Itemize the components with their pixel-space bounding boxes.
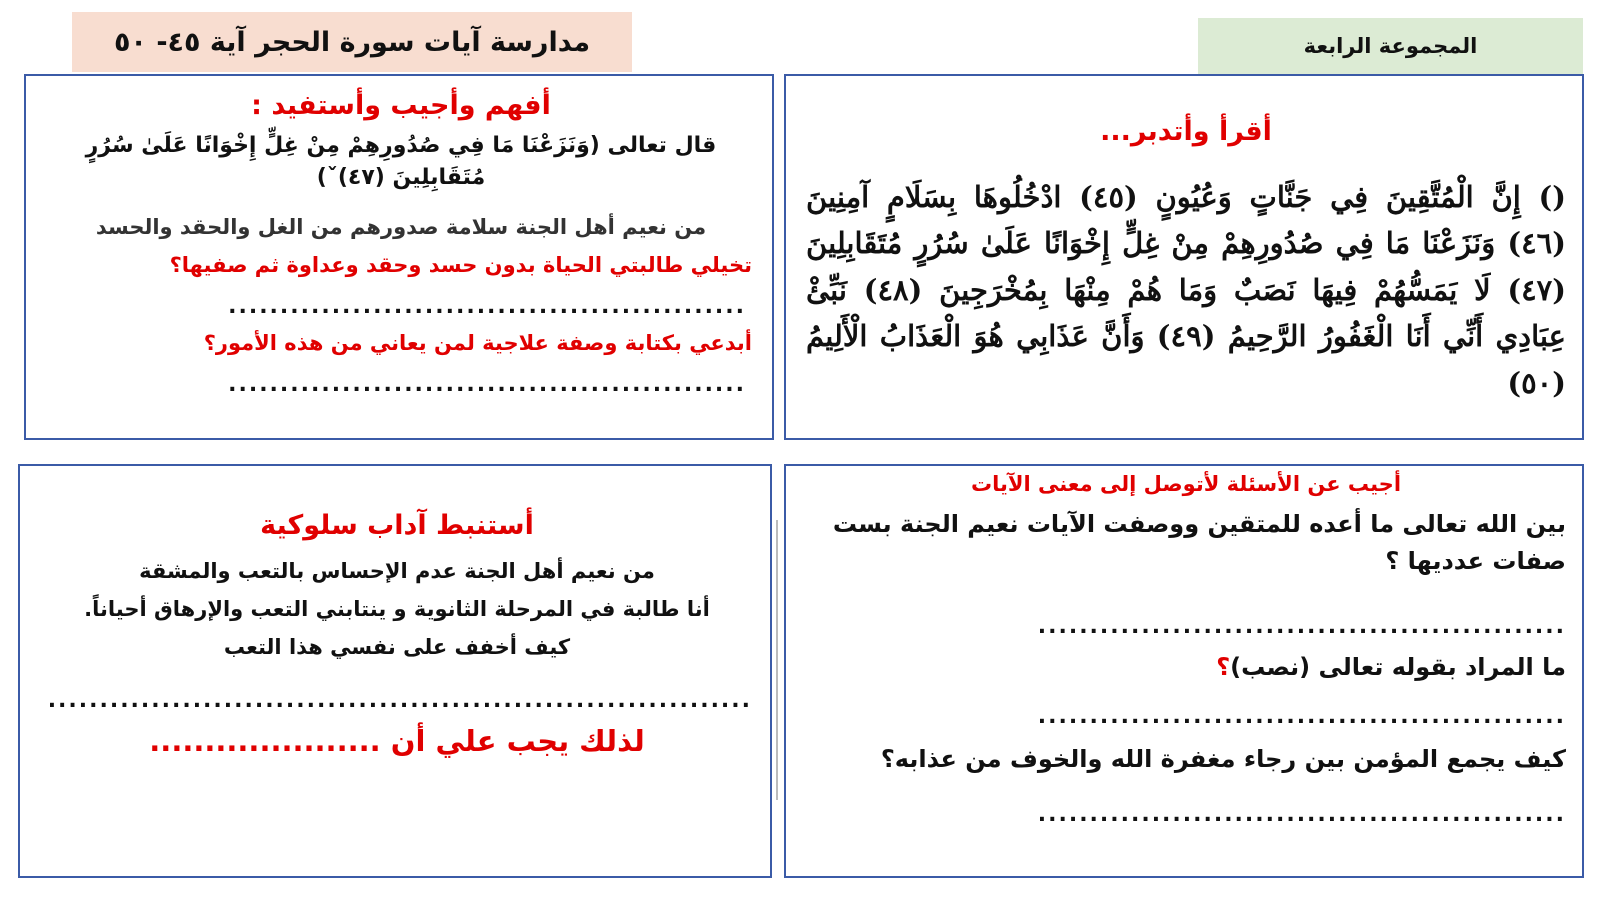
question-hope-fear: كيف يجمع المؤمن بين رجاء مغفرة الله والخوف من عذابه؟ [880,745,1566,773]
question-blessings: بين الله تعالى ما أعده للمتقين ووصفت الآيات نعيم الجنة بست صفات عدديها ؟ [832,510,1566,576]
conclusion-line[interactable]: لذلك يجب علي أن ..................... [149,724,645,758]
read-reflect-panel [784,74,1584,440]
behavior-answer-line[interactable]: .................................................................... [47,688,752,713]
answer-line-2[interactable]: .................................................. [228,372,746,397]
answer-line-q3[interactable]: ................................................... [1037,802,1566,827]
questions-heading: أجيب عن الأسئلة لأتوصل إلى معنى الآيات [970,472,1402,496]
question-prescription: أبدعي بكتابة وصفة علاجية لمن يعاني من هذه الأمور؟ [203,331,752,355]
quoted-verse: قال تعالى (وَنَزَعْنَا مَا فِي صُدُورِهِمْ مِنْ غِلٍّ إِخْوَانًا عَلَىٰ سُرُرٍ مُتَقَابِلِينَ (٤٧)ˇ) [85,133,717,190]
behavior-panel [18,464,772,878]
behavior-line-2: أنا طالبة في المرحلة الثانوية و ينتابني التعب والإرهاق أحياناً. [84,597,710,621]
read-heading: أقرأ وأتدبر... [1100,116,1272,147]
questions-panel [784,464,1584,878]
column-divider [776,520,778,800]
paradise-note: من نعيم أهل الجنة سلامة صدورهم من الغل والحقد والحسد [95,215,707,239]
understand-answer-panel [24,74,774,440]
answer-line-q2[interactable]: ................................................... [1037,704,1566,729]
group-label: المجموعة الرابعة [1198,18,1583,74]
behavior-line-1: من نعيم أهل الجنة عدم الإحساس بالتعب والمشقة [139,559,655,583]
question-nasab-mark: ؟ [1216,653,1231,681]
understand-heading: أفهم وأجيب وأستفيد : [251,90,551,121]
question-nasab-text: ما المراد بقوله تعالى (نصب) [1230,653,1566,681]
question-nasab [806,650,1566,685]
quran-verses: () إِنَّ الْمُتَّقِينَ فِي جَنَّاتٍ وَعُيُونٍ (٤٥) ادْخُلُوهَا بِسَلَامٍ آمِنِينَ (٤٦) وَنَزَعْنَا مَا فِي صُدُورِهِمْ مِنْ غِلٍّ إِخْوَانًا عَلَىٰ سُرُرٍ مُتَقَابِلِينَ (٤٧) لَا يَمَسُّهُمْ فِيهَا نَصَبٌ وَمَا هُمْ مِنْهَا بِمُخْرَجِينَ (٤٨) نَبِّئْ عِبَادِي أَنِّي أَنَا الْغَفُورُ الرَّحِيمُ (٤٩) وَأَنَّ عَذَابِي هُوَ الْعَذَابُ الْأَلِيمُ (٥٠) [806,180,1566,400]
answer-line-1[interactable]: .................................................. [228,294,746,319]
behavior-heading: أستنبط آداب سلوكية [260,510,534,541]
page-title: مدارسة آيات سورة الحجر آية ٤٥- ٥٠ [72,12,632,72]
behavior-line-3: كيف أخفف على نفسي هذا التعب [223,635,571,659]
answer-line-q1[interactable]: ................................................... [1037,614,1566,639]
question-imagine: تخيلي طالبتي الحياة بدون حسد وحقد وعداوة ثم صفيها؟ [169,253,752,277]
